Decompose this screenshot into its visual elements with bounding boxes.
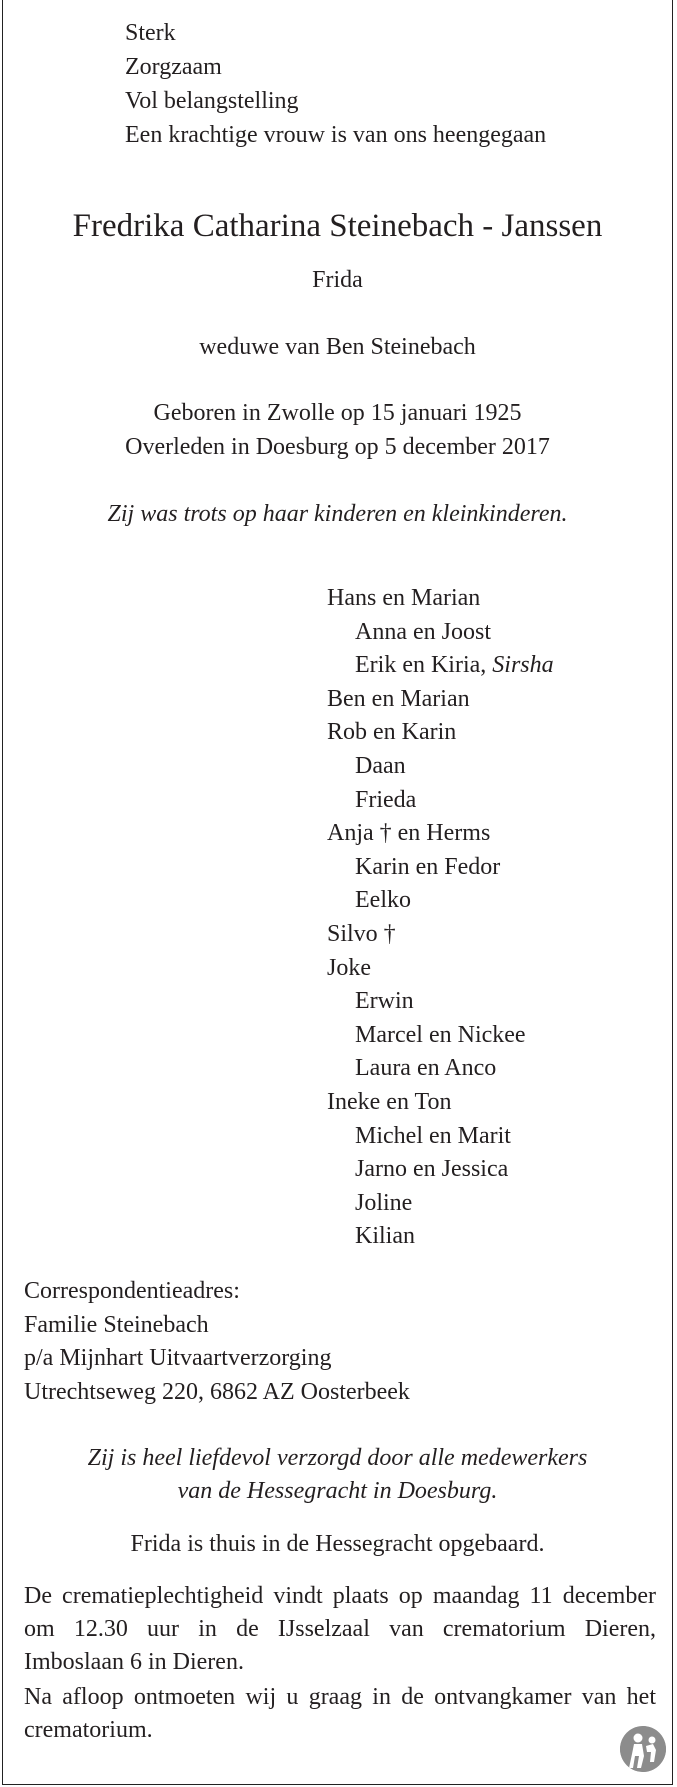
family-member-name: Anna en Joost — [355, 618, 491, 645]
memorial-figure-icon — [620, 1726, 666, 1772]
family-list — [327, 582, 627, 1254]
family-member-name: Joline — [355, 1189, 413, 1216]
correspondence-heading: Correspondentieadres: — [24, 1278, 240, 1304]
family-member-name: Jarno en Jessica — [355, 1156, 509, 1183]
correspondence-line-2: p/a Mijnhart Uitvaartverzorging — [24, 1345, 332, 1371]
correspondence-line-3: Utrechtseweg 220, 6862 AZ Oosterbeek — [24, 1379, 410, 1405]
family-member-name: Hans en Marian — [327, 585, 481, 611]
family-member-name: Joke — [327, 954, 371, 981]
family-member — [327, 884, 627, 918]
care-line-1: Zij is heel liefdevol verzorgd door alle medewerkers — [87, 1445, 588, 1471]
family-member-name: Daan — [355, 752, 406, 779]
family-member-name: Kilian — [355, 1223, 415, 1250]
family-member — [327, 1086, 627, 1120]
family-member-name: Erik en Kiria, — [355, 652, 487, 679]
family-member — [327, 649, 627, 683]
family-member — [327, 851, 627, 885]
family-member — [327, 750, 627, 784]
family-member — [327, 1019, 627, 1053]
family-member-name: Michel en Marit — [355, 1122, 511, 1149]
family-member — [327, 784, 627, 818]
intro-line-1: Sterk — [125, 20, 176, 46]
family-member-name: Karin en Fedor — [355, 853, 501, 880]
birth-line: Geboren in Zwolle op 15 januari 1925 — [153, 400, 522, 426]
family-member-name: Eelko — [355, 887, 411, 914]
family-member — [327, 1120, 627, 1154]
family-member-name: Ineke en Ton — [327, 1088, 452, 1115]
family-member — [327, 952, 627, 986]
family-member-name: Laura en Anco — [355, 1055, 497, 1082]
family-member-name: Ben en Marian — [327, 685, 470, 712]
family-member — [327, 817, 627, 851]
deceased-full-name: Fredrika Catharina Steinebach - Janssen — [72, 208, 603, 244]
death-line: Overleden in Doesburg op 5 december 2017 — [125, 434, 550, 460]
laid-out-line: Frida is thuis in de Hessegracht opgebaard. — [130, 1531, 545, 1557]
obituary-card — [2, 0, 673, 1785]
family-member-name: Erwin — [355, 988, 414, 1015]
family-member-name: Silvo † — [327, 920, 396, 947]
family-member-italic-name: Sirsha — [492, 652, 554, 679]
family-member-name: Anja † en Herms — [327, 820, 491, 847]
intro-line-2: Zorgzaam — [125, 54, 222, 80]
family-member-name: Frieda — [355, 786, 417, 813]
family-member — [327, 1220, 627, 1254]
family-member — [327, 582, 627, 616]
pride-line: Zij was trots op haar kinderen en kleinkinderen. — [107, 501, 568, 527]
family-member-name: Rob en Karin — [327, 719, 457, 746]
ceremony-paragraph: De crematieplechtigheid vindt plaats op maandag 11 december om 12.30 uur in de IJsselzaal van crematorium Dieren, Imboslaan 6 in Dieren. — [24, 1583, 656, 1675]
intro-line-3: Vol belangstelling — [125, 88, 299, 114]
care-line-2: van de Hessegracht in Doesburg. — [177, 1478, 498, 1504]
intro-line-4: Een krachtige vrouw is van ons heengegaan — [125, 122, 547, 148]
family-member — [327, 985, 627, 1019]
family-member — [327, 918, 627, 952]
family-member — [327, 716, 627, 750]
family-member — [327, 1187, 627, 1221]
afterwards-paragraph: Na afloop ontmoeten wij u graag in de ontvangkamer van het crematorium. — [24, 1684, 656, 1743]
family-member — [327, 1052, 627, 1086]
correspondence-line-1: Familie Steinebach — [24, 1312, 209, 1338]
family-member-name: Marcel en Nickee — [355, 1021, 526, 1048]
family-member — [327, 616, 627, 650]
family-member — [327, 683, 627, 717]
deceased-nickname: Frida — [312, 267, 363, 293]
family-member — [327, 1153, 627, 1187]
spouse-line: weduwe van Ben Steinebach — [199, 334, 476, 360]
